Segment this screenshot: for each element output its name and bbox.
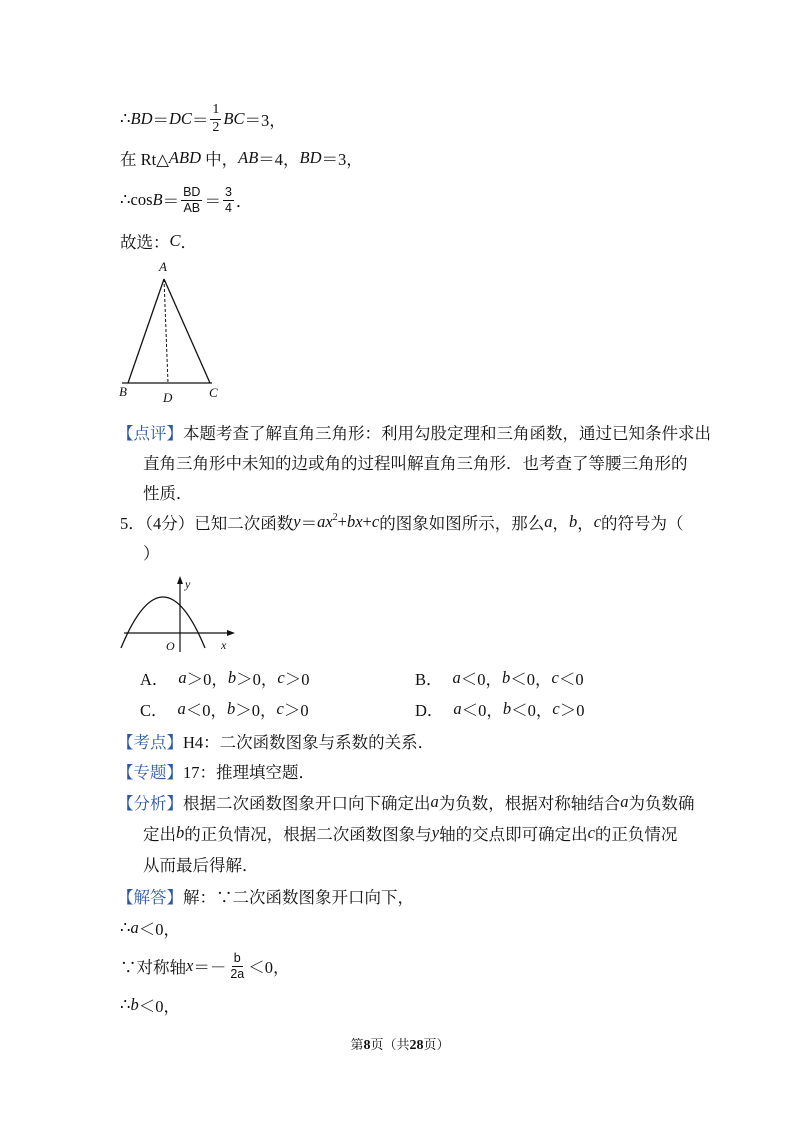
option-c [140, 694, 309, 724]
plus-sign: + [362, 512, 372, 531]
comma: ， [552, 514, 569, 533]
y-axis-label: y [185, 577, 191, 591]
relation: ＞0 [284, 670, 310, 689]
answer-prefix: 故选： [120, 233, 170, 252]
x-axis-arrow [227, 630, 235, 636]
line-cos-b [120, 178, 252, 222]
solution-label: 【解答】 [117, 888, 183, 907]
topic [117, 756, 315, 786]
relation: ＜0， [460, 670, 503, 689]
relation: ＜0， [511, 701, 553, 720]
knowledge-point [117, 726, 434, 756]
fraction-numerator: b [233, 950, 241, 965]
option-a [140, 663, 310, 693]
var-a: a [453, 699, 462, 718]
therefore-cos: ∴cos [120, 190, 153, 209]
option-letter: B． [415, 670, 443, 689]
equals-three: ＝3， [244, 111, 286, 130]
relation: ＞0， [186, 670, 228, 689]
fraction-denominator: 4 [224, 200, 232, 215]
text-in-rt: 在 Rt△ [120, 150, 169, 169]
var-a: a [177, 699, 186, 718]
review-text: 性质． [143, 484, 193, 503]
var-a: a [178, 668, 187, 687]
var-a: a [130, 918, 139, 937]
var-c: c [551, 668, 559, 687]
side-ab [128, 279, 164, 383]
parabola-curve [121, 597, 205, 648]
analysis-label: 【分析】 [117, 794, 183, 813]
var-c: c [552, 699, 560, 718]
analysis-text: 为负数确 [628, 794, 695, 813]
vertex-label-c: C [209, 385, 218, 400]
var-ax: ax [317, 512, 333, 531]
exponent: 2 [332, 512, 338, 523]
origin-label: O [166, 639, 175, 653]
var-c: c [277, 668, 285, 687]
analysis-text: 根据二次函数图象开口向下确定出 [183, 794, 431, 813]
var-a: a [544, 512, 553, 531]
var-c: c [587, 823, 595, 842]
therefore-symbol: ∴ [120, 995, 131, 1014]
analysis-text: 为负数，根据对称轴结合 [438, 794, 621, 813]
topic-text: 17：推理填空题． [183, 763, 315, 782]
analysis-text: 的正负情况，根据二次函数图象与 [184, 825, 432, 844]
relation: ＜0 [558, 670, 584, 689]
review-text: 本题考查了解直角三角形：利用勾股定理和三角函数，通过已知条件求出 [183, 424, 711, 443]
question-text-end: 的符号为（ [601, 514, 684, 533]
line-bd-equals-dc [120, 97, 286, 141]
var-c: c [276, 699, 284, 718]
text-middle: 中， [200, 150, 239, 169]
var-y: y [293, 512, 301, 531]
review-text: 直角三角形中未知的边或角的过程叫解直角三角形．也考查了等腰三角形的 [143, 454, 688, 473]
relation: ＜0， [138, 997, 180, 1016]
relation: ＞0， [235, 701, 277, 720]
equals-sign: ＝ [204, 192, 221, 211]
relation: ＞0， [236, 670, 278, 689]
answer-letter: C [169, 231, 181, 250]
var-bx: bx [346, 512, 363, 531]
current-page-number: 8 [363, 1038, 371, 1053]
var-b: b [227, 668, 237, 687]
equals-sign: ＝ [152, 111, 169, 130]
isosceles-triangle-figure [100, 255, 240, 410]
x-axis-label: x [221, 638, 227, 652]
segment-dc: DC [169, 109, 192, 128]
fraction-bd-over-ab [181, 185, 202, 216]
question-5-closing-paren [143, 537, 160, 567]
fraction-numerator: 1 [210, 102, 221, 120]
segment-bc: BC [223, 109, 245, 128]
var-b: b [130, 995, 139, 1014]
fraction-numerator: BD [183, 184, 201, 199]
solution-text: 解：∵二次函数图象开口向下， [183, 888, 414, 907]
var-a: a [430, 792, 439, 811]
therefore-symbol: ∴ [120, 918, 131, 937]
step-b-negative [120, 990, 180, 1020]
question-5-stem [120, 507, 684, 537]
fraction-numerator: 3 [224, 184, 232, 199]
page-footer [0, 1034, 800, 1052]
analysis-line-1 [117, 787, 695, 817]
relation: ＜0， [248, 958, 290, 977]
value-three: ＝3， [321, 150, 363, 169]
review-label: 【点评】 [117, 424, 183, 443]
var-x: x [186, 956, 194, 975]
relation: ＜0， [461, 701, 503, 720]
fraction-three-quarters [223, 185, 234, 216]
var-a: a [452, 668, 461, 687]
knowledge-point-label: 【考点】 [117, 733, 183, 752]
analysis-text: 轴的交点即可确定出 [439, 825, 588, 844]
relation: ＜0， [138, 920, 180, 939]
triangle-abd: ABD [168, 148, 201, 167]
analysis-text: 定出 [143, 825, 176, 844]
plus-sign: + [337, 512, 347, 531]
footer-suffix: 页） [423, 1037, 450, 1052]
parabola-graph [115, 570, 245, 658]
question-prefix: 5．（4分）已知二次函数 [120, 514, 294, 533]
fraction-b-over-2a [228, 951, 246, 982]
term-ax-squared [317, 512, 338, 532]
y-axis-arrow [177, 576, 183, 584]
segment-bd: BD [299, 148, 322, 167]
review-line-3 [143, 477, 193, 507]
value-four: ＝4， [258, 150, 300, 169]
angle-b: B [152, 190, 163, 209]
analysis-line-3 [143, 849, 259, 879]
var-c: c [371, 512, 380, 531]
vertex-label-a: A [159, 259, 167, 274]
comma: ， [577, 514, 594, 533]
analysis-text: 的正负情况 [594, 825, 678, 844]
side-ac [164, 279, 210, 383]
analysis-text: 从而最后得解． [143, 856, 259, 875]
var-b: b [502, 668, 511, 687]
closing-paren: ） [143, 544, 160, 563]
line-right-triangle [120, 143, 363, 173]
var-b: b [176, 823, 185, 842]
option-d [415, 694, 585, 724]
relation: ＜0， [510, 670, 552, 689]
var-c: c [593, 512, 602, 531]
relation: ＞0 [559, 701, 585, 720]
question-text: 的图象如图所示，那么 [379, 514, 545, 533]
equals-sign: ＝ [300, 514, 318, 533]
segment-ab: AB [238, 148, 259, 167]
period: ． [235, 192, 253, 211]
total-page-number: 28 [409, 1038, 424, 1053]
point-label-d: D [163, 390, 173, 405]
period: ． [180, 233, 198, 252]
because-axis-text: ∵对称轴 [120, 958, 186, 977]
step-a-negative [120, 913, 180, 943]
analysis-line-2 [143, 818, 677, 848]
step-axis-of-symmetry [120, 944, 289, 988]
option-letter: A． [140, 670, 169, 689]
fraction-one-half [210, 102, 221, 137]
line-answer-choice [120, 226, 197, 256]
fraction-denominator: 2a [230, 966, 245, 981]
option-letter: C． [140, 701, 168, 720]
equals-sign: ＝ [191, 111, 209, 130]
footer-middle: 页（共 [370, 1037, 410, 1052]
equals-minus: ＝－ [193, 958, 227, 977]
var-b: b [502, 699, 512, 718]
fraction-denominator: 2 [212, 119, 220, 135]
altitude-ad [164, 279, 168, 383]
option-letter: D． [415, 701, 444, 720]
equals-sign: ＝ [162, 192, 180, 211]
var-y: y [431, 823, 440, 842]
relation: ＞0 [283, 701, 309, 720]
footer-prefix: 第 [350, 1037, 364, 1052]
topic-label: 【专题】 [117, 763, 183, 782]
vertex-label-b: B [119, 384, 127, 399]
review-line-2 [143, 447, 688, 477]
option-b [415, 663, 584, 693]
segment-bd: BD [130, 109, 153, 128]
therefore-symbol: ∴ [120, 109, 131, 128]
var-b: b [227, 699, 236, 718]
knowledge-point-text: H4：二次函数图象与系数的关系． [183, 733, 435, 752]
fraction-denominator: AB [183, 200, 201, 215]
solution-heading [117, 881, 414, 911]
relation: ＜0， [185, 701, 228, 720]
review-line-1 [117, 417, 711, 447]
var-b: b [568, 512, 578, 531]
var-a: a [620, 792, 629, 811]
